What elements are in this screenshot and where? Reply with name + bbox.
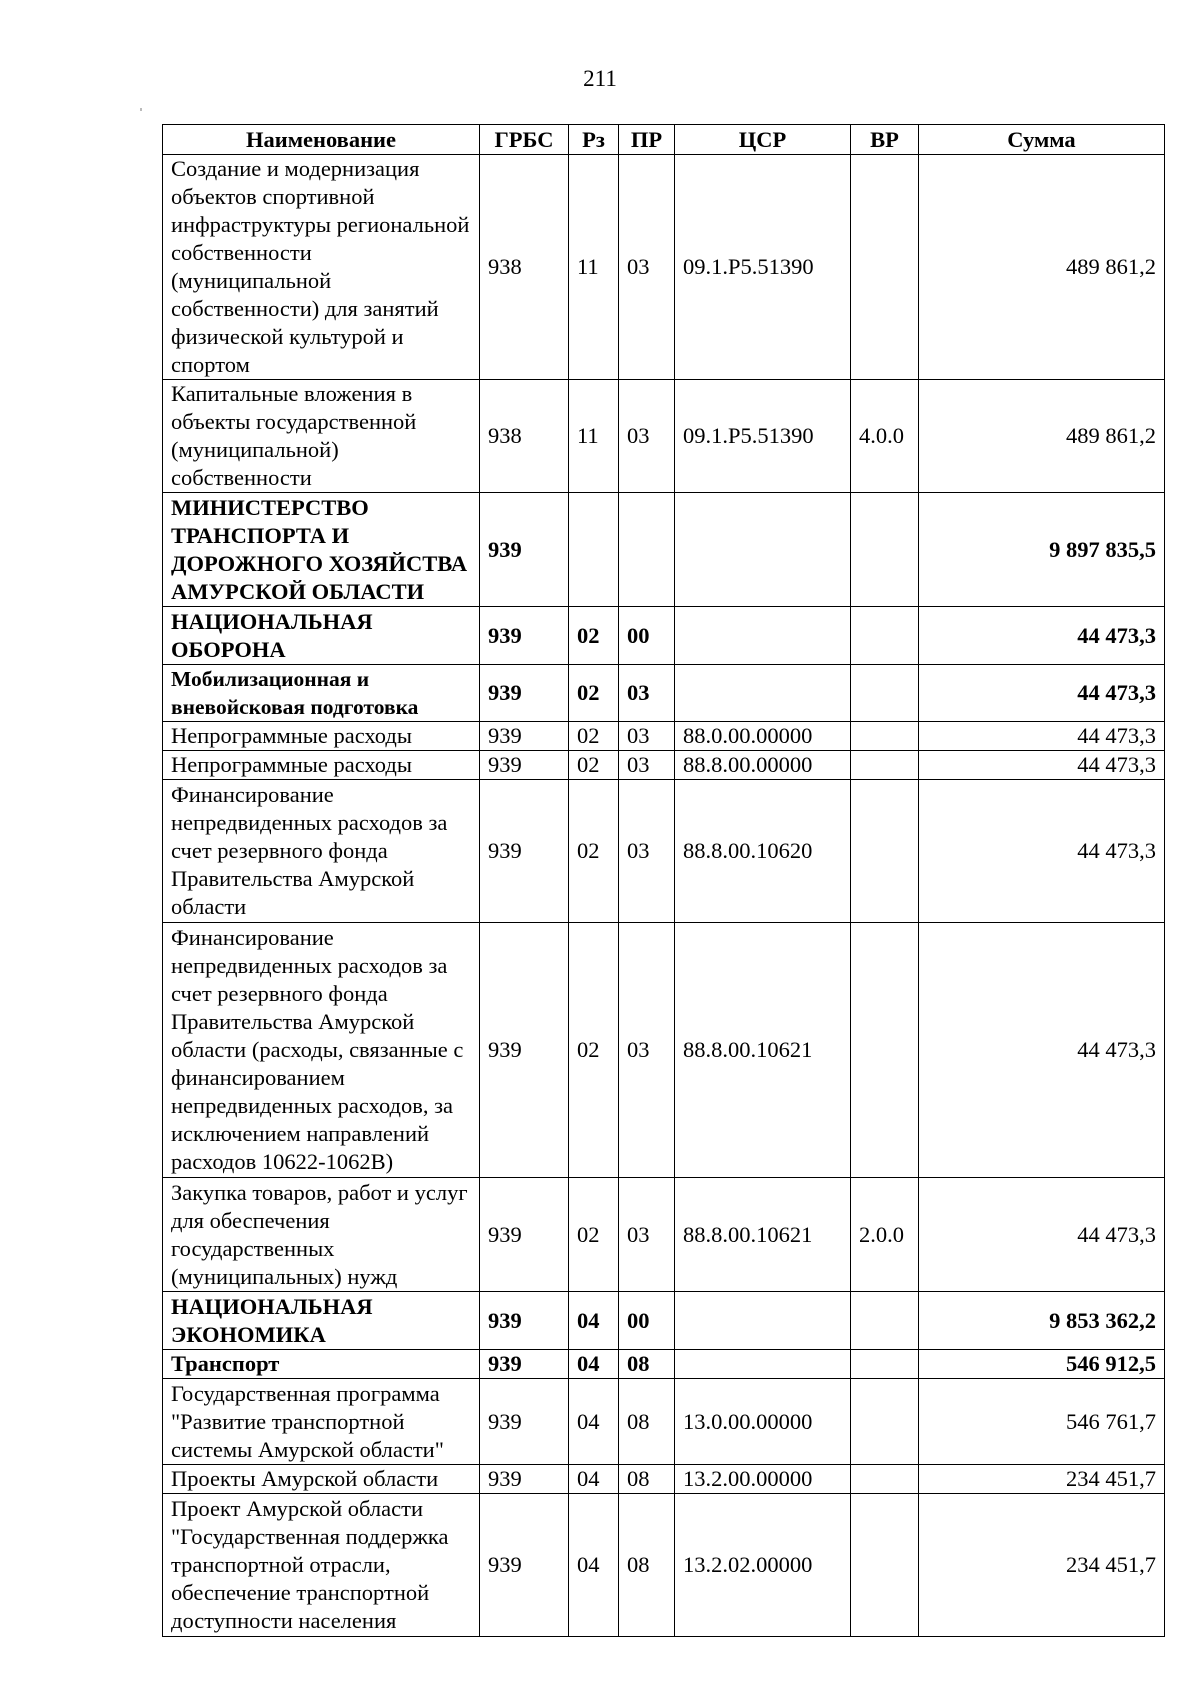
cell-vr: 4.0.0 xyxy=(851,380,919,493)
table-row xyxy=(163,923,1165,1178)
header-name: Наименование xyxy=(163,125,480,155)
cell-vr: 2.0.0 xyxy=(851,1178,919,1292)
cell-sum: 44 473,3 xyxy=(919,780,1165,923)
header-rz: Рз xyxy=(569,125,619,155)
cell-csr xyxy=(675,607,851,665)
cell-grbs: 939 xyxy=(480,1178,569,1292)
cell-pr: 08 xyxy=(619,1379,675,1465)
cell-csr: 88.8.00.10620 xyxy=(675,780,851,923)
cell-vr xyxy=(851,780,919,923)
cell-rz: 02 xyxy=(569,780,619,923)
cell-pr: 03 xyxy=(619,780,675,923)
cell-rz: 04 xyxy=(569,1494,619,1637)
cell-csr xyxy=(675,1350,851,1379)
cell-rz: 02 xyxy=(569,1178,619,1292)
cell-name: Мобилизационная и вневойсковая подготовка xyxy=(163,665,480,722)
cell-rz xyxy=(569,493,619,607)
cell-rz: 02 xyxy=(569,751,619,780)
table-row xyxy=(163,1292,1165,1350)
table-row xyxy=(163,1379,1165,1465)
cell-grbs: 939 xyxy=(480,1350,569,1379)
table-header-row xyxy=(163,125,1165,155)
cell-csr: 88.8.00.10621 xyxy=(675,923,851,1178)
cell-grbs: 939 xyxy=(480,1465,569,1494)
header-vr: ВР xyxy=(851,125,919,155)
table-row xyxy=(163,751,1165,780)
cell-csr: 09.1.P5.51390 xyxy=(675,380,851,493)
cell-vr xyxy=(851,1494,919,1637)
cell-grbs: 939 xyxy=(480,722,569,751)
cell-pr: 03 xyxy=(619,380,675,493)
cell-grbs: 939 xyxy=(480,1292,569,1350)
cell-csr: 13.0.00.00000 xyxy=(675,1379,851,1465)
cell-pr: 00 xyxy=(619,607,675,665)
cell-name: Создание и модернизация объектов спортивной инфраструктуры региональной собственности (муниципальной собственности) для занятий физической культурой и спортом xyxy=(163,155,480,380)
cell-rz: 02 xyxy=(569,722,619,751)
cell-rz: 04 xyxy=(569,1292,619,1350)
cell-rz: 04 xyxy=(569,1350,619,1379)
cell-name: МИНИСТЕРСТВО ТРАНСПОРТА И ДОРОЖНОГО ХОЗЯЙСТВА АМУРСКОЙ ОБЛАСТИ xyxy=(163,493,480,607)
header-pr: ПР xyxy=(619,125,675,155)
cell-rz: 02 xyxy=(569,607,619,665)
cell-name: НАЦИОНАЛЬНАЯ ОБОРОНА xyxy=(163,607,480,665)
cell-vr xyxy=(851,665,919,722)
cell-vr xyxy=(851,493,919,607)
table-row xyxy=(163,1494,1165,1637)
cell-grbs: 939 xyxy=(480,607,569,665)
header-sum: Сумма xyxy=(919,125,1165,155)
cell-grbs: 939 xyxy=(480,923,569,1178)
cell-grbs: 939 xyxy=(480,665,569,722)
cell-csr: 13.2.02.00000 xyxy=(675,1494,851,1637)
cell-sum: 546 761,7 xyxy=(919,1379,1165,1465)
scan-mark xyxy=(140,108,142,111)
header-csr: ЦСР xyxy=(675,125,851,155)
cell-vr xyxy=(851,155,919,380)
cell-sum: 44 473,3 xyxy=(919,722,1165,751)
cell-sum: 489 861,2 xyxy=(919,380,1165,493)
cell-vr xyxy=(851,1465,919,1494)
cell-rz: 04 xyxy=(569,1379,619,1465)
cell-name: Транспорт xyxy=(163,1350,480,1379)
cell-name: Государственная программа "Развитие транспортной системы Амурской области" xyxy=(163,1379,480,1465)
cell-csr: 88.0.00.00000 xyxy=(675,722,851,751)
table-row xyxy=(163,1465,1165,1494)
cell-csr: 88.8.00.00000 xyxy=(675,751,851,780)
cell-sum: 44 473,3 xyxy=(919,1178,1165,1292)
cell-sum: 9 853 362,2 xyxy=(919,1292,1165,1350)
table-row xyxy=(163,1178,1165,1292)
table-row xyxy=(163,722,1165,751)
cell-pr: 08 xyxy=(619,1494,675,1637)
table-row xyxy=(163,1350,1165,1379)
cell-rz: 02 xyxy=(569,923,619,1178)
cell-pr: 08 xyxy=(619,1350,675,1379)
cell-name: НАЦИОНАЛЬНАЯ ЭКОНОМИКА xyxy=(163,1292,480,1350)
cell-sum: 9 897 835,5 xyxy=(919,493,1165,607)
cell-rz: 11 xyxy=(569,155,619,380)
cell-pr xyxy=(619,493,675,607)
table-row xyxy=(163,780,1165,923)
cell-grbs: 939 xyxy=(480,751,569,780)
cell-sum: 234 451,7 xyxy=(919,1465,1165,1494)
cell-vr xyxy=(851,722,919,751)
table-row xyxy=(163,607,1165,665)
cell-sum: 44 473,3 xyxy=(919,607,1165,665)
cell-pr: 03 xyxy=(619,155,675,380)
cell-name: Финансирование непредвиденных расходов за счет резервного фонда Правительства Амурской области (расходы, связанные с финансированием непредвиденных расходов, за исключением направлений расходов 10622-1062В) xyxy=(163,923,480,1178)
cell-vr xyxy=(851,751,919,780)
cell-name: Закупка товаров, работ и услуг для обеспечения государственных (муниципальных) нужд xyxy=(163,1178,480,1292)
table-row xyxy=(163,155,1165,380)
cell-rz: 11 xyxy=(569,380,619,493)
cell-sum: 44 473,3 xyxy=(919,665,1165,722)
cell-vr xyxy=(851,1350,919,1379)
cell-sum: 44 473,3 xyxy=(919,923,1165,1178)
cell-name: Непрограммные расходы xyxy=(163,722,480,751)
cell-rz: 04 xyxy=(569,1465,619,1494)
cell-csr: 88.8.00.10621 xyxy=(675,1178,851,1292)
cell-grbs: 939 xyxy=(480,1494,569,1637)
cell-pr: 03 xyxy=(619,722,675,751)
cell-grbs: 939 xyxy=(480,1379,569,1465)
page-number: 211 xyxy=(583,66,617,91)
cell-grbs: 939 xyxy=(480,493,569,607)
cell-csr: 13.2.00.00000 xyxy=(675,1465,851,1494)
cell-pr: 00 xyxy=(619,1292,675,1350)
cell-grbs: 938 xyxy=(480,380,569,493)
cell-pr: 03 xyxy=(619,923,675,1178)
cell-vr xyxy=(851,1292,919,1350)
cell-sum: 234 451,7 xyxy=(919,1494,1165,1637)
cell-name: Проект Амурской области "Государственная поддержка транспортной отрасли, обеспечение транспортной доступности населения xyxy=(163,1494,480,1637)
cell-csr xyxy=(675,665,851,722)
cell-name: Непрограммные расходы xyxy=(163,751,480,780)
cell-csr xyxy=(675,1292,851,1350)
table-row xyxy=(163,665,1165,722)
cell-sum: 44 473,3 xyxy=(919,751,1165,780)
budget-table xyxy=(162,124,1165,1637)
cell-pr: 03 xyxy=(619,1178,675,1292)
cell-rz: 02 xyxy=(569,665,619,722)
cell-pr: 03 xyxy=(619,751,675,780)
cell-pr: 08 xyxy=(619,1465,675,1494)
cell-csr: 09.1.P5.51390 xyxy=(675,155,851,380)
cell-vr xyxy=(851,923,919,1178)
cell-vr xyxy=(851,1379,919,1465)
cell-name: Капитальные вложения в объекты государственной (муниципальной) собственности xyxy=(163,380,480,493)
cell-sum: 489 861,2 xyxy=(919,155,1165,380)
header-grbs: ГРБС xyxy=(480,125,569,155)
cell-name: Финансирование непредвиденных расходов за счет резервного фонда Правительства Амурской области xyxy=(163,780,480,923)
cell-vr xyxy=(851,607,919,665)
table-row xyxy=(163,493,1165,607)
cell-sum: 546 912,5 xyxy=(919,1350,1165,1379)
cell-pr: 03 xyxy=(619,665,675,722)
cell-name: Проекты Амурской области xyxy=(163,1465,480,1494)
cell-csr xyxy=(675,493,851,607)
cell-grbs: 938 xyxy=(480,155,569,380)
cell-grbs: 939 xyxy=(480,780,569,923)
table-row xyxy=(163,380,1165,493)
